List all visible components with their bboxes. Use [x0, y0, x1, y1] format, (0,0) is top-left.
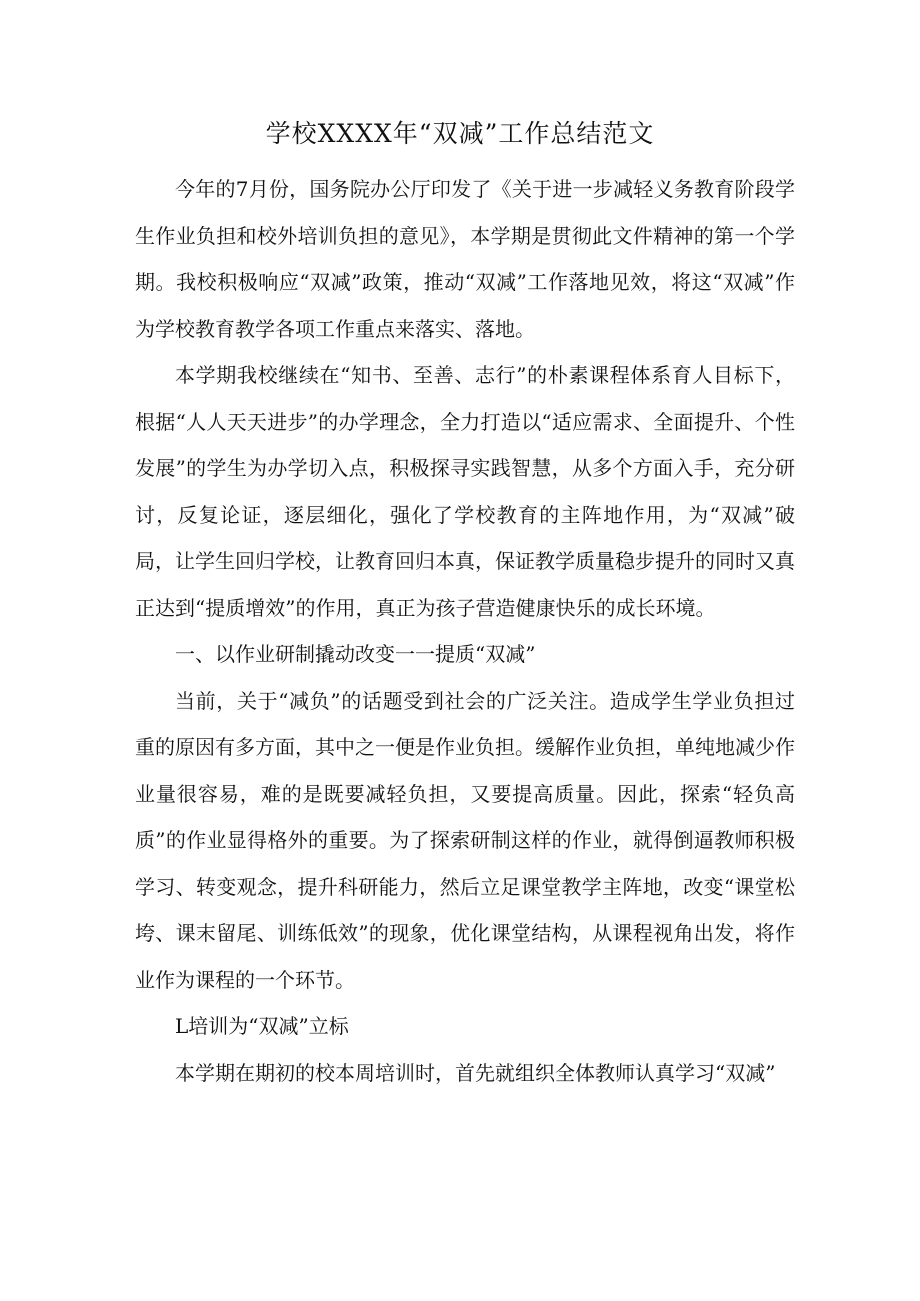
document-title: 学校XXXX年“双减”工作总结范文	[265, 119, 655, 148]
paragraph-curriculum: 本学期我校继续在“知书、至善、志行”的朴素课程体系育人目标下，根据“人人天天进步”的办学理念，全力打造以“适应需求、全面提升、个性发展”的学生为办学切入点，积极探寻实践智慧，从多个方面入手，充分研讨，反复论证，逐层细化，强化了学校教育的主阵地作用，为“双减”破局，让学生回归学校，让教育回归本真，保证教学质量稳步提升的同时又真正达到“提质增效”的作用，真正为孩子营造健康快乐的成长环境。	[135, 363, 795, 620]
subsection-heading: L培训为“双减”立标	[175, 1014, 349, 1038]
paragraph-training: 本学期在期初的校本周培训时，首先就组织全体教师认真学习“双减”	[175, 1060, 776, 1085]
section-heading: 一、以作业研制撬动改变一一提质“双减”	[175, 642, 536, 666]
paragraph-intro: 今年的7月份，国务院办公厅印发了《关于进一步减轻义务教育阶段学生作业负担和校外培训负担的意见》，本学期是贯彻此文件精神的第一个学期。我校积极响应“双减”政策，推动“双减”工作落地见效，将这“双减”作为学校教育教学各项工作重点来落实、落地。	[135, 177, 795, 341]
document-body	[135, 166, 795, 1096]
paragraph-homework: 当前，关于“减负”的话题受到社会的广泛关注。造成学生学业负担过重的原因有多方面，其中之一便是作业负担。缓解作业负担，单纯地减少作业量很容易，难的是既要减轻负担，又要提高质量。因此，探索“轻负高质”的作业显得格外的重要。为了探索研制这样的作业，就得倒逼教师积极学习、转变观念，提升科研能力，然后立足课堂教学主阵地，改变“课堂松垮、课末留尾、训练低效”的现象，优化课堂结构，从课程视角出发，将作业作为课程的一个环节。	[135, 688, 795, 992]
